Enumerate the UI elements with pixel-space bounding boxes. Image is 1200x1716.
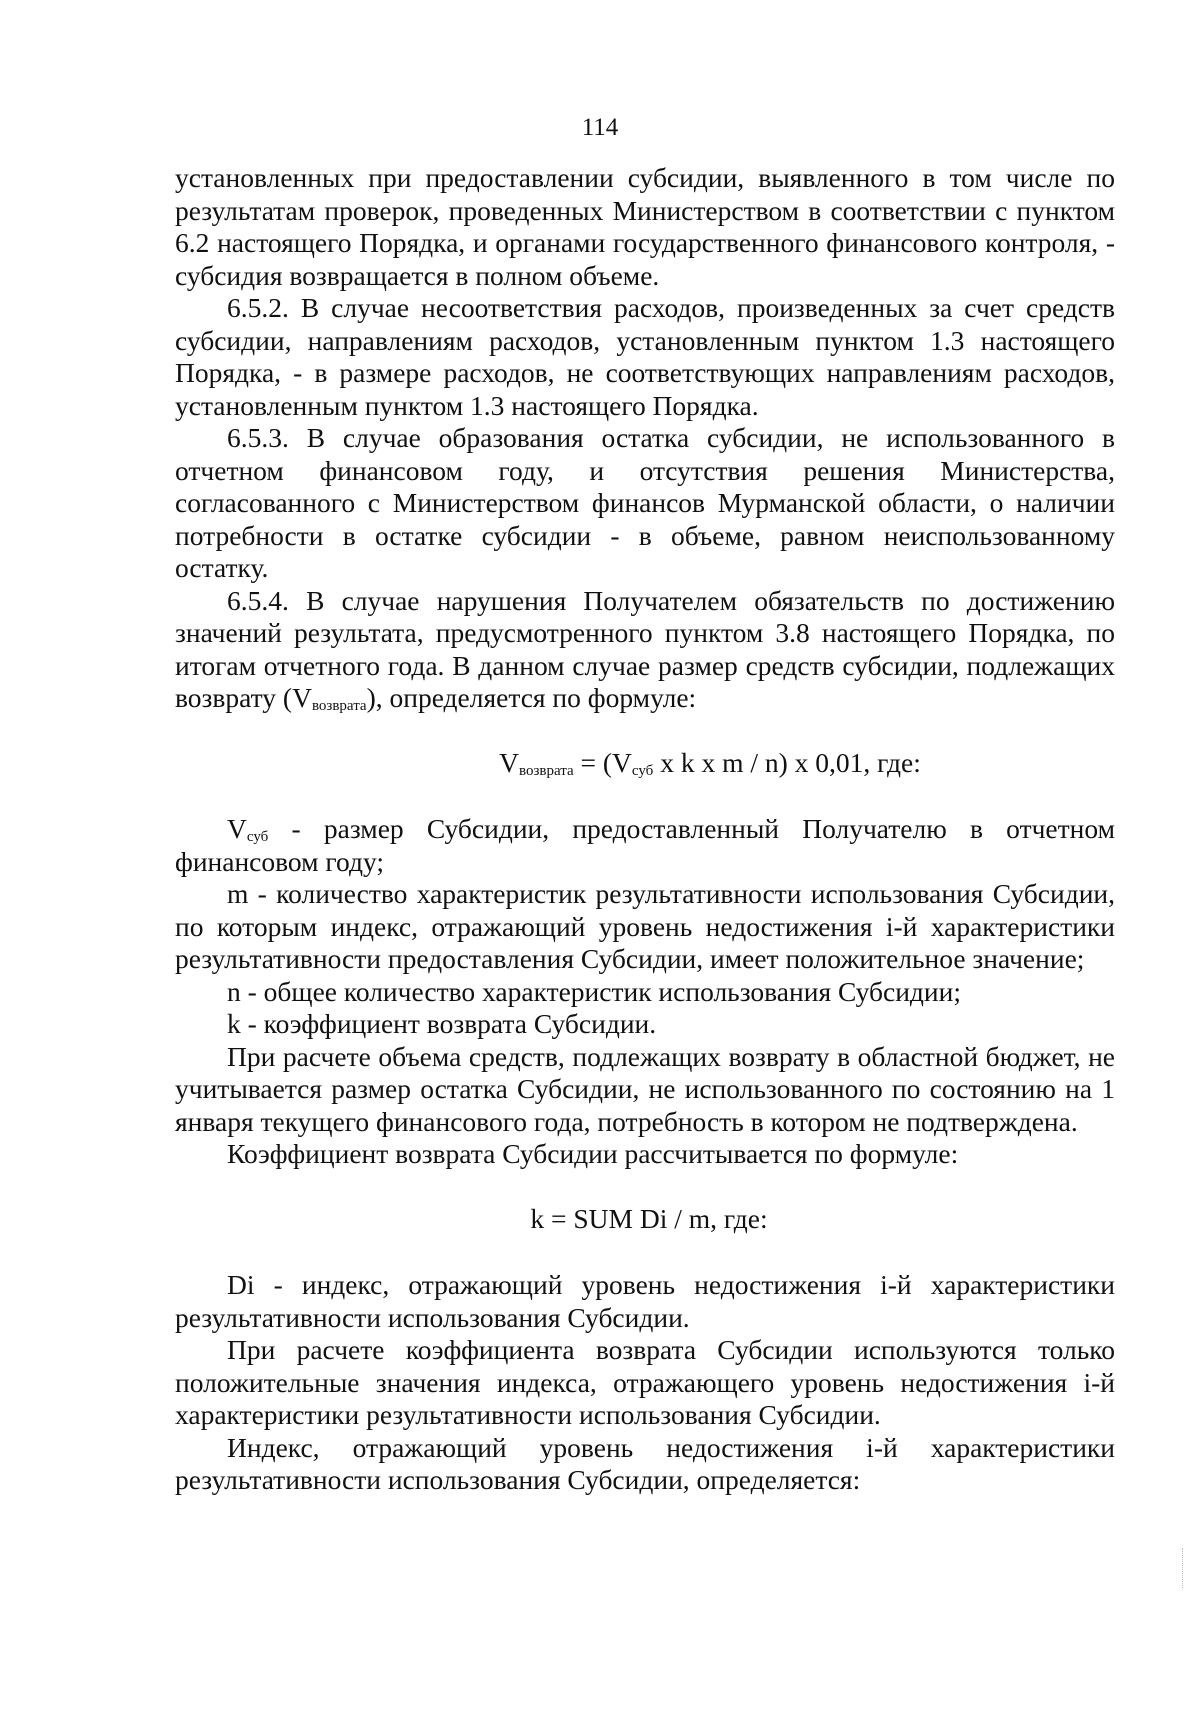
definition-vsub-v: V: [227, 813, 247, 844]
return-formula: [175, 747, 1115, 780]
definition-vsub: [175, 813, 1115, 878]
formula-rest: x k x m / n) x 0,01, где:: [653, 746, 921, 778]
formula-v-subscript: возврата: [518, 762, 574, 779]
paragraph-continuation: установленных при предоставлении субсидии, выявленного в том числе по результатам проверок, проведенных Министерством в соответствии с пунктом 6.2 настоящего Порядка, и органами государственного финансового контроля, - субсидия возвращается в полном объеме.: [175, 162, 1115, 291]
definition-m: m - количество характеристик результативности использования Субсидии, по которым индекс, отражающий уровень недостижения i-й характеристики результативности предоставления Субсидии, имеет положительное значение;: [175, 878, 1115, 974]
definition-k: k - коэффициент возврата Субсидии.: [227, 1008, 657, 1039]
paragraph-6-5-2: 6.5.2. В случае несоответствия расходов, произведенных за счет средств субсидии, направлениям расходов, установленным пунктом 1.3 настоящего Порядка, - в размере расходов, не соответствующих направлениям расходов, установленным пунктом 1.3 настоящего Порядка.: [175, 292, 1115, 421]
paragraph-6-5-4: [175, 585, 1115, 715]
paragraph-6-5-4-end: ), определяется по формуле:: [366, 682, 697, 713]
definition-n: n - общее количество характеристик использования Субсидии;: [227, 975, 961, 1007]
definition-di: Di - индекс, отражающий уровень недостижения i-й характеристики результативности использования Субсидии.: [175, 1269, 1115, 1333]
paragraph-coefficient: Коэффициент возврата Субсидии рассчитывается по формуле:: [227, 1138, 959, 1169]
definition-vsub-subscript: суб: [246, 829, 269, 845]
document-body: [175, 162, 1115, 1497]
scan-margin-mark: [1182, 1548, 1185, 1588]
formula-v: V: [499, 746, 519, 778]
page-number: 114: [581, 114, 619, 141]
coefficient-formula: k = SUM Di / m, где:: [530, 1202, 768, 1234]
definition-vsub-text: - размер Субсидии, предоставленный Получателю в отчетном финансовом году;: [175, 813, 1115, 877]
formula-vsub-subscript: суб: [631, 762, 654, 779]
paragraph-positive-values: При расчете коэффициента возврата Субсидии используются только положительные значения индекса, отражающего уровень недостижения i-й характеристики результативности использования Субсидии.: [175, 1334, 1115, 1430]
paragraph-6-5-4-text: 6.5.4. В случае нарушения Получателем обязательств по достижению значений результата, предусмотренного пунктом 3.8 настоящего Порядка, по итогам отчетного года. В данном случае размер средств субсидии, подлежащих возврату (V: [175, 584, 1115, 713]
paragraph-index: Индекс, отражающий уровень недостижения i-й характеристики результативности использования Субсидии, определяется:: [175, 1431, 1115, 1495]
v-return-subscript: возврата: [311, 698, 367, 714]
paragraph-6-5-3: 6.5.3. В случае образования остатка субсидии, не использованного в отчетном финансовом году, и отсутствия решения Министерства, согласованного с Министерством финансов Мурманской области, о наличии потребности в остатке субсидии - в объеме, равном неиспользованному остатку.: [175, 422, 1115, 583]
paragraph-calculation: При расчете объема средств, подлежащих возврату в областной бюджет, не учитывается размер остатка Субсидии, не использованного по состоянию на 1 января текущего финансового года, потребность в котором не подтверждена.: [175, 1040, 1115, 1137]
formula-mid: = (V: [573, 746, 632, 778]
